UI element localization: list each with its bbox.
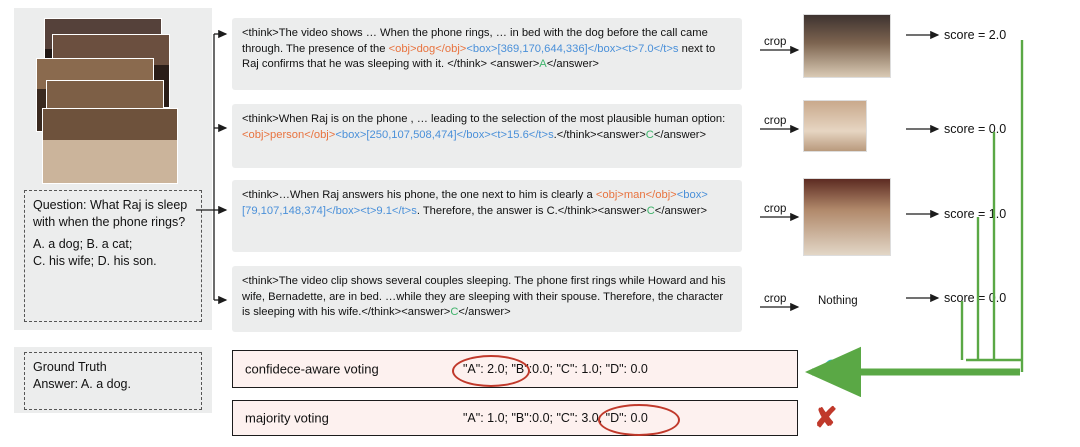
question-line: Question: What Raj is sleep with when the phone rings? — [33, 198, 188, 229]
token-box-tok: <t>15.6</t>s — [490, 128, 554, 141]
incorrect-cross-icon: ✘ — [814, 402, 838, 433]
reasoning-box-4 — [232, 266, 742, 332]
token-plain: </answer> — [546, 58, 599, 71]
correct-check-icon: ✔ — [812, 353, 838, 386]
token-obj: <obj>man</obj> — [595, 189, 677, 201]
confidence-voting-label: confidece-aware voting — [245, 361, 379, 377]
question-options-1: A. a dog; B. a cat; — [33, 237, 133, 251]
token-plain: <think>The video clip shows several couples sleeping. The phone first rings while Howard and his wife, Bernadette, are in bed. …while they are sleeping with their spouse. Therefore, the character is sleeping with his wife.</think><answer> — [242, 275, 726, 319]
token-box-tok: <t>7.0</t>s — [621, 42, 679, 55]
reasoning-text-2 — [242, 113, 725, 141]
token-obj: <obj>dog</obj> — [388, 42, 467, 55]
token-plain: <answer> — [597, 204, 647, 217]
score-label-4: score = 0.0 — [944, 291, 1007, 305]
token-plain: </answer> — [653, 128, 707, 141]
score-label-1: score = 2.0 — [944, 28, 1007, 42]
token-box-tok: <box>[79,107,148,374]</box> — [242, 189, 708, 217]
crop-label-2: crop — [764, 115, 787, 127]
majority-voting-label: majority voting — [245, 410, 329, 426]
question-options-2: C. his wife; D. his son. — [33, 253, 157, 268]
token-plain: .</think> — [553, 128, 597, 141]
token-plain: </answer> — [654, 204, 708, 217]
reasoning-text-4 — [242, 275, 726, 318]
crop-placeholder-4: Nothing — [818, 295, 858, 307]
ground-truth-label: Ground Truth — [33, 360, 107, 374]
token-box-tok: <box>[369,170,644,336]</box> — [466, 42, 622, 55]
confidence-highlight-circle — [452, 355, 530, 387]
reasoning-text-1 — [242, 27, 715, 70]
ground-truth-box — [24, 352, 202, 410]
token-plain: </answer> — [458, 306, 511, 319]
token-plain: <think>The video shows … When the phone rings, … in bed with the dog before the call came through. The presence of the — [242, 27, 708, 55]
reasoning-box-2 — [232, 104, 742, 168]
reasoning-box-3 — [232, 180, 742, 252]
crop-image-1 — [803, 14, 891, 78]
question-text — [33, 197, 195, 269]
majority-highlight-circle — [598, 404, 680, 436]
token-ans: C — [646, 204, 655, 217]
token-plain: next to Raj confirms that he was sleeping with it. </think> <answer> — [242, 42, 716, 71]
crop-label-3: crop — [764, 203, 787, 215]
token-ans: C — [450, 306, 459, 319]
majority-voting-values: "A": 1.0; "B":0.0; "C": 3.0; "D": 0.0 — [463, 411, 648, 425]
token-plain: . Therefore, the answer is C.</think> — [416, 204, 598, 217]
ground-truth-answer: Answer: A. a dog. — [33, 376, 131, 391]
token-plain: <answer> — [596, 128, 646, 141]
score-label-2: score = 0.0 — [944, 122, 1007, 136]
question-box — [24, 190, 202, 322]
confidence-voting-values: "A": 2.0; "B":0.0; "C": 1.0; "D": 0.0 — [463, 362, 648, 376]
majority-voting-row — [232, 400, 798, 436]
crop-image-2 — [803, 100, 867, 152]
ground-truth-text — [33, 359, 195, 392]
token-box-tok: <box>[250,107,508,474]</box> — [335, 128, 491, 141]
token-obj: <obj>person</obj> — [242, 128, 336, 141]
crop-label-1: crop — [764, 36, 787, 48]
reasoning-text-3 — [242, 189, 708, 217]
crop-image-3 — [803, 178, 891, 256]
video-frame-5 — [42, 108, 178, 184]
reasoning-box-1 — [232, 18, 742, 90]
token-ans: A — [539, 58, 547, 71]
score-label-3: score = 1.0 — [944, 207, 1007, 221]
token-plain: <think>When Raj is on the phone , … leading to the selection of the most plausible human option: — [242, 113, 726, 125]
token-box-tok: <t>9.1</t>s — [360, 204, 417, 217]
crop-label-4: crop — [764, 293, 787, 305]
token-plain: <think>…When Raj answers his phone, the one next to him is clearly a — [242, 189, 596, 201]
token-ans: C — [645, 128, 654, 141]
